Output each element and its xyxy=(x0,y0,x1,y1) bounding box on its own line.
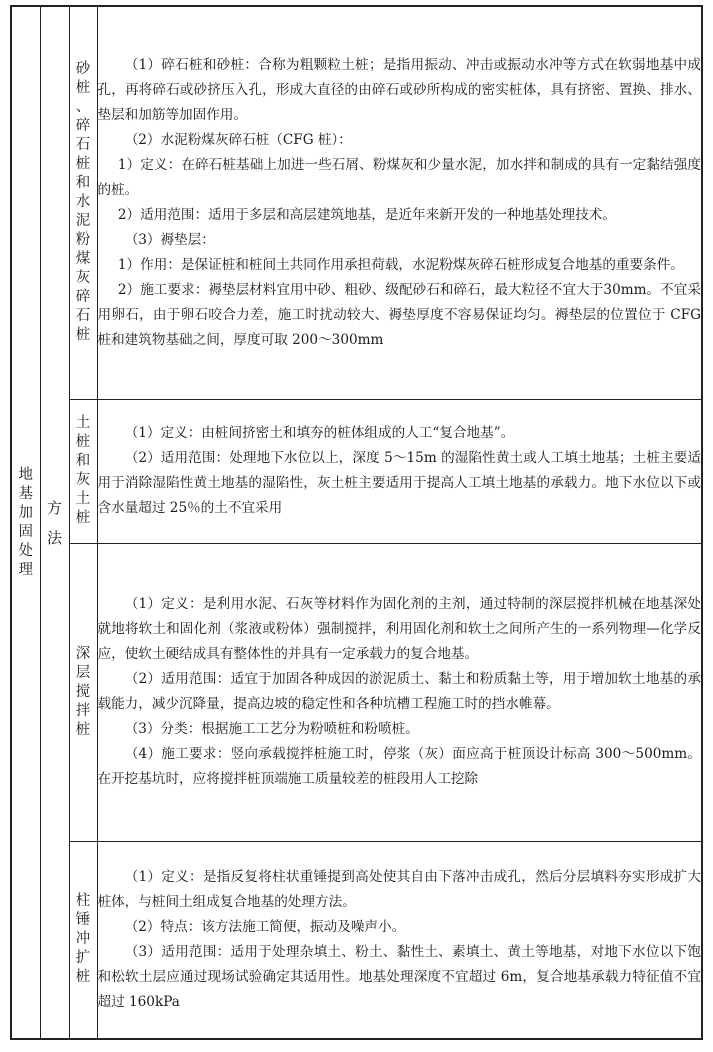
row-label-cell xyxy=(69,543,97,841)
paragraph: （2）特点：该方法施工简便，振动及噪声小。 xyxy=(124,918,406,935)
row-label: 土 桩 和 灰 土 桩 xyxy=(75,415,91,526)
paragraph: （2）水泥粉煤灰碎石桩（CFG 桩）： xyxy=(124,131,352,148)
paragraph: （1）定义：是利用水泥、石灰等材料作为固化剂的主剂，通过特制的深层搅拌机械在地基深处就地将软土和固化剂（浆液或粉体）强制搅拌，利用固化剂和软土之间所产生的一系列物理—化学反应，使软土硬结成具有整体性的并具有一定承载力的复合地基。 xyxy=(97,596,701,662)
method-label: 方 法 xyxy=(46,498,62,547)
paragraph: （4）施工要求：竖向承载搅拌桩施工时，停浆（灰）面应高于桩顶设计标高 300～500mm。在开挖基坑时，应将搅拌桩顶端施工质量较差的桩段用人工挖除 xyxy=(97,746,701,787)
row-label-cell xyxy=(69,6,97,399)
row-content xyxy=(97,841,702,1039)
row-content xyxy=(97,6,702,399)
paragraph: （3）褥垫层： xyxy=(124,231,215,248)
paragraph: （1）定义：是指反复将柱状重锤提到高处使其自由下落冲击成孔，然后分层填料夯实形成扩大桩体，与桩间土组成复合地基的处理方法。 xyxy=(97,868,701,910)
method-label-cell xyxy=(40,6,69,1039)
row-label: 深 层 搅 拌 桩 xyxy=(75,645,91,738)
paragraph: （3）分类：根据施工工艺分为粉喷桩和粉喷桩。 xyxy=(124,721,419,737)
paragraph: 1）作用：是保证桩和桩间土共同作用承担荷载，水泥粉煤灰碎石桩形成复合地基的重要条件。 xyxy=(117,256,684,273)
row-label: 砂 桩 、 碎 石 桩 和 水 泥 粉 煤 灰 碎 石 桩 xyxy=(75,61,91,344)
paragraph: （1）碎石桩和砂桩：合称为粗颗粒土桩；是指用振动、冲击或振动水冲等方式在软弱地基中成孔，再将碎石或砂挤压入孔，形成大直径的由碎石或砂所构成的密实桩体，具有挤密、置换、排水、垫层和加筋等加固作用。 xyxy=(97,56,701,123)
table-row xyxy=(11,841,702,1039)
row-content xyxy=(97,543,702,841)
outer-label: 地 基 加 固 处 理 xyxy=(18,466,33,578)
paragraph: （2）适用范围：适宜于加固各种成因的淤泥质土、黏土和粉质黏土等，用于增加软土地基的承载能力，减少沉降量，提高边坡的稳定性和各种坑槽工程施工时的挡水帷幕。 xyxy=(97,671,701,712)
paragraph: 2）适用范围：适用于多层和高层建筑地基，是近年来新开发的一种地基处理技术。 xyxy=(117,206,616,223)
table-row xyxy=(11,6,702,399)
table-row xyxy=(11,543,702,841)
row-content xyxy=(97,399,702,543)
paragraph: （2）适用范围：处理地下水位以上，深度 5～15m 的湿陷性黄土或人工填土地基；土桩主要适用于消除湿陷性黄土地基的湿陷性，灰土桩主要适用于提高人工填土地基的承载力。地下水位以下或含水量超过 25％的土不宜采用 xyxy=(97,450,701,516)
content-table xyxy=(10,5,703,1040)
paragraph: （3）适用范围：适用于处理杂填土、粉土、黏性土、素填土、黄土等地基，对地下水位以下饱和松软土层应通过现场试验确定其适用性。地基处理深度不宜超过 6m，复合地基承载力特征值不宜超过 160kPa xyxy=(97,943,701,1010)
outer-label-cell xyxy=(11,6,40,1039)
row-label-cell xyxy=(69,399,97,543)
table-row xyxy=(11,399,702,543)
row-label: 柱 锤 冲 扩 桩 xyxy=(75,893,91,986)
row-label-cell xyxy=(69,841,97,1039)
paragraph: 1）定义：在碎石桩基础上加进一些石屑、粉煤灰和少量水泥，加水拌和制成的具有一定黏结强度的桩。 xyxy=(97,156,701,198)
paragraph: （1）定义：由桩间挤密土和填夯的桩体组成的人工“复合地基”。 xyxy=(124,425,515,441)
paragraph: 2）施工要求：褥垫层材料宜用中砂、粗砂、级配砂石和碎石，最大粒径不宜大于30mm。不宜采用卵石，由于卵石咬合力差，施工时扰动较大、褥垫厚度不容易保证均匀。褥垫层的位置位于 CFG 桩和建筑物基础之间，厚度可取 200～300mm xyxy=(97,281,701,348)
